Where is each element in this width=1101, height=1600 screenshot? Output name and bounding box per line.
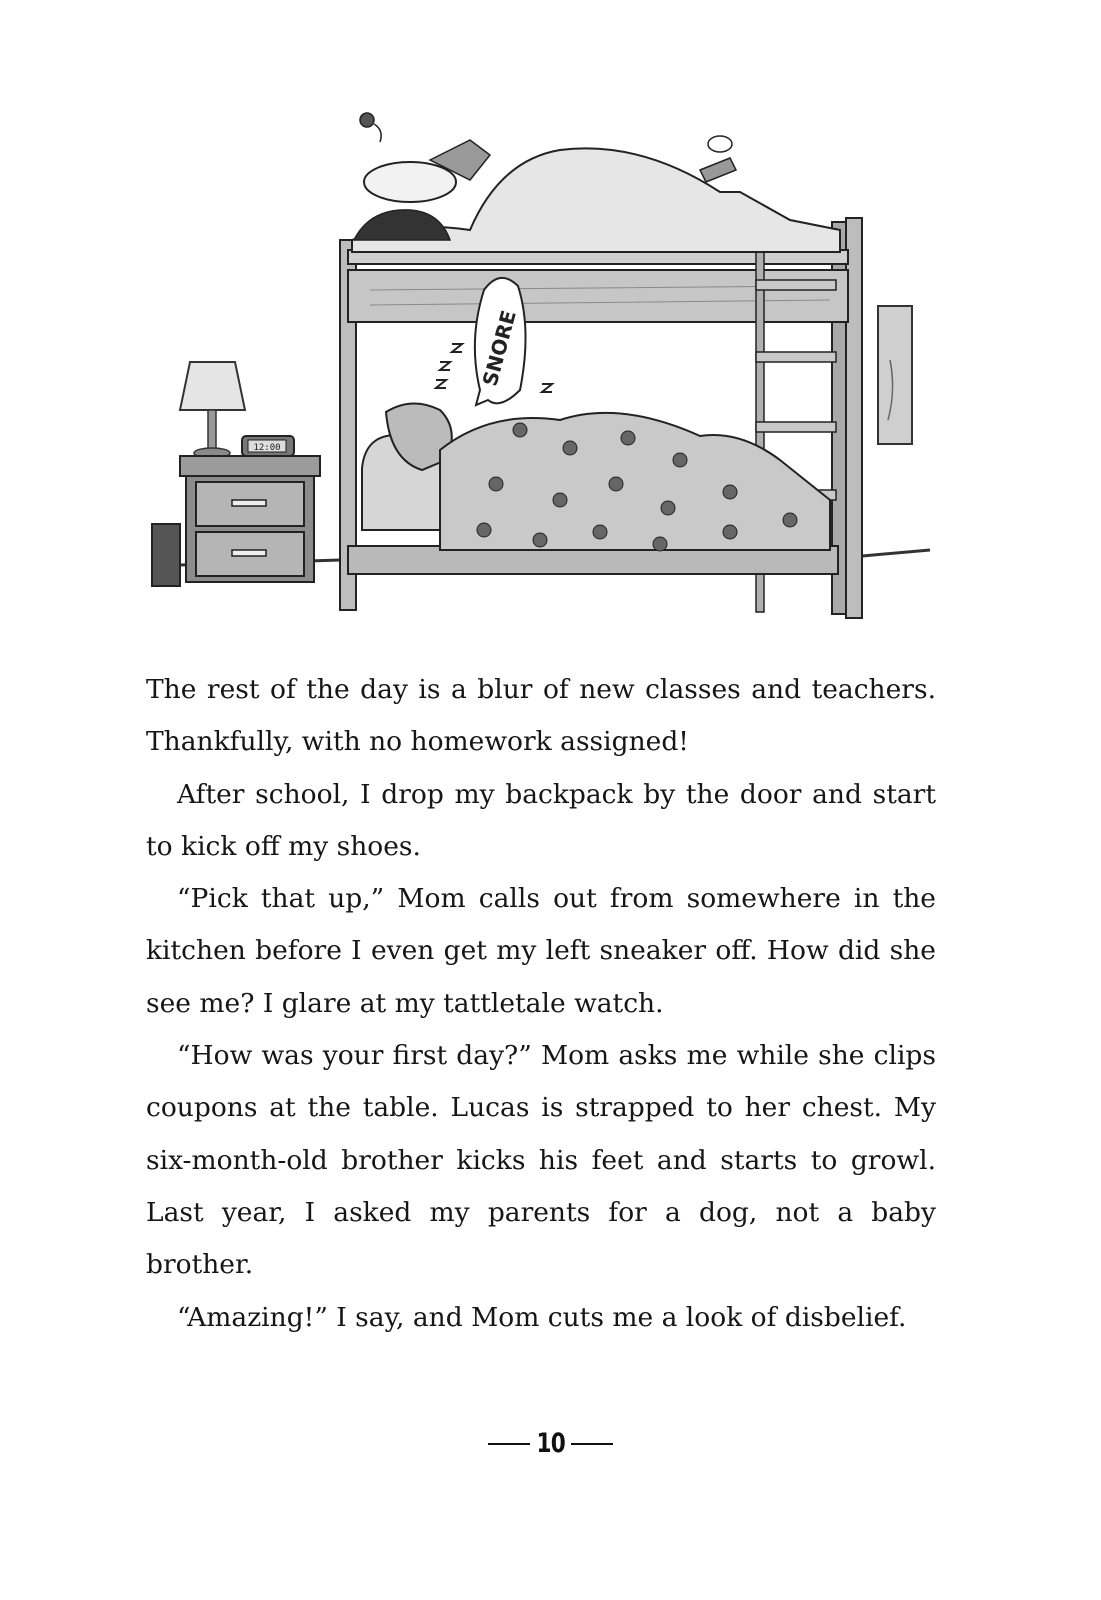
table-lamp xyxy=(180,362,245,458)
top-bunk-sleeper xyxy=(352,113,840,252)
paragraph-2: After school, I drop my backpack by the door and start to kick off my shoes. xyxy=(146,778,936,862)
body-text xyxy=(146,664,936,1344)
floor-bin xyxy=(152,524,180,586)
alarm-clock xyxy=(242,436,294,456)
nightstand xyxy=(180,456,320,582)
folio-rule-right xyxy=(571,1443,613,1445)
snore-text: SNORE xyxy=(477,307,521,389)
paragraph-5: “Amazing!” I say, and Mom cuts me a look of disbelief. xyxy=(177,1301,907,1333)
page-number: 10 xyxy=(536,1428,565,1459)
bunk-bed-illustration xyxy=(140,100,940,640)
paragraph-3: “Pick that up,” Mom calls out from somewhere in the kitchen before I even get my left sneaker off. How did she see me? I glare at my tattletale watch. xyxy=(146,883,936,1019)
folio-rule-left xyxy=(488,1443,530,1445)
paragraph-4: “How was your first day?” Mom asks me while she clips coupons at the table. Lucas is strapped to her chest. My six-month-old brother kicks his feet and starts to growl. Last year, I asked my parents for a dog, not a baby brother. xyxy=(146,1040,936,1281)
wall-picture xyxy=(878,306,912,444)
paragraph-1: The rest of the day is a blur of new classes and teachers. Thankfully, with no homework assigned! xyxy=(146,674,936,758)
clock-readout: 12:00 xyxy=(253,443,281,453)
snore-bubble xyxy=(475,278,526,405)
page-number-footer xyxy=(0,1427,1101,1459)
